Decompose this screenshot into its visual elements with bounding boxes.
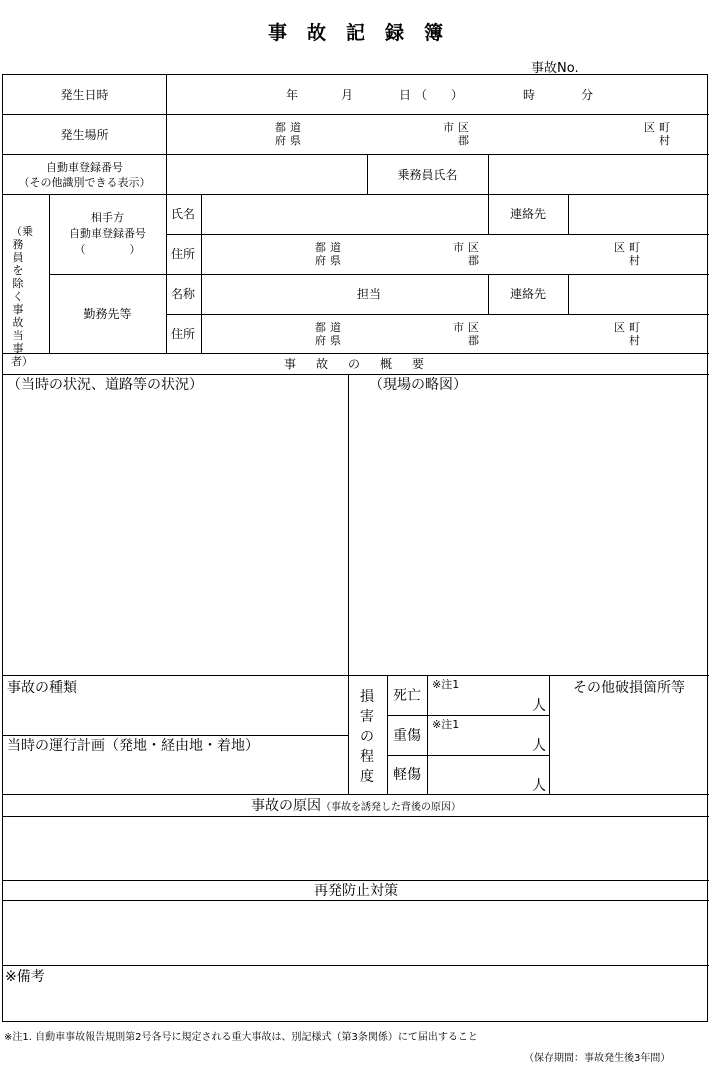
workplace-town: 区町 村 xyxy=(614,321,644,347)
party-side-label: （乗務員を除く事故当事者） xyxy=(11,225,33,368)
death-unit: 人 xyxy=(532,698,546,714)
other-party-prefecture: 都道 府県 xyxy=(315,241,345,267)
minor-injury-label: 軽傷 xyxy=(393,767,421,783)
other-party-registration-label: 自動車登録番号 xyxy=(69,227,146,240)
death-note-mark: ※注1 xyxy=(432,678,460,691)
other-party-town: 区町 村 xyxy=(614,241,644,267)
crew-name-label: 乗務員氏名 xyxy=(397,168,458,182)
other-damage-label: その他破損箇所等 xyxy=(573,680,685,696)
operation-plan-label: 当時の運行計画（発地・経由地・着地） xyxy=(7,738,259,754)
document-title: 事故記録簿 xyxy=(267,22,463,44)
other-party-registration-parens: （ ） xyxy=(74,243,141,256)
hour-label: 時 xyxy=(523,88,536,102)
serious-injury-label: 重傷 xyxy=(393,728,421,744)
cause-header xyxy=(3,798,709,814)
other-party-label: 相手方 xyxy=(91,211,124,224)
other-party-name-label: 氏名 xyxy=(171,207,196,221)
occurrence-place-label: 発生場所 xyxy=(60,128,109,142)
town-label: 区町 村 xyxy=(644,121,674,147)
cause-header-sub: （事故を誘発した背後の原因） xyxy=(321,802,461,813)
overview-header: 事 故 の 概 要 xyxy=(283,357,428,371)
remarks-label: ※備考 xyxy=(5,969,45,985)
retention-period: （保存期間：事故発生後3年間） xyxy=(524,1053,671,1064)
footnote: ※注1. 自動車事故報告規則第2号各号に規定される重大事故は、別記様式（第3条関係）にて届出すること xyxy=(4,1032,478,1043)
workplace-prefecture: 都道 府県 xyxy=(315,321,345,347)
cause-header-main: 事故の原因 xyxy=(251,798,321,814)
month-label: 月 xyxy=(341,88,354,102)
workplace-city: 市区 郡 xyxy=(453,321,483,347)
workplace-label: 勤務先等 xyxy=(83,307,132,321)
serious-unit: 人 xyxy=(532,738,546,754)
prefecture-label: 都道 府県 xyxy=(275,121,305,147)
year-label: 年 xyxy=(286,88,299,102)
workplace-name-label: 名称 xyxy=(171,287,196,301)
accident-number-label: 事故No. xyxy=(531,61,579,76)
death-label: 死亡 xyxy=(393,688,421,704)
weekday-parens: （ ） xyxy=(415,88,464,102)
workplace-address-label: 住所 xyxy=(171,327,196,341)
occurrence-datetime-label: 発生日時 xyxy=(60,88,109,102)
vehicle-identification-note: （その他識別できる表示） xyxy=(18,176,151,189)
other-party-city: 市区 郡 xyxy=(453,241,483,267)
day-label: 日 xyxy=(399,88,412,102)
other-party-contact-label: 連絡先 xyxy=(509,207,546,221)
city-label: 市区 郡 xyxy=(443,121,473,147)
accident-type-label: 事故の種類 xyxy=(7,680,77,696)
minute-label: 分 xyxy=(581,88,594,102)
workplace-contact-label: 連絡先 xyxy=(509,287,546,301)
situation-label: （当時の状況、道路等の状況） xyxy=(7,377,203,393)
damage-extent-label: 損害の程度 xyxy=(360,689,374,785)
prevention-header: 再発防止対策 xyxy=(314,883,398,899)
workplace-person-label: 担当 xyxy=(357,287,382,301)
vehicle-registration-label: 自動車登録番号 xyxy=(46,161,123,174)
minor-unit: 人 xyxy=(532,778,546,794)
sketch-label: （現場の略図） xyxy=(369,377,467,393)
other-party-address-label: 住所 xyxy=(171,247,196,261)
serious-note-mark: ※注1 xyxy=(432,718,460,731)
accident-record-form xyxy=(2,74,708,1022)
